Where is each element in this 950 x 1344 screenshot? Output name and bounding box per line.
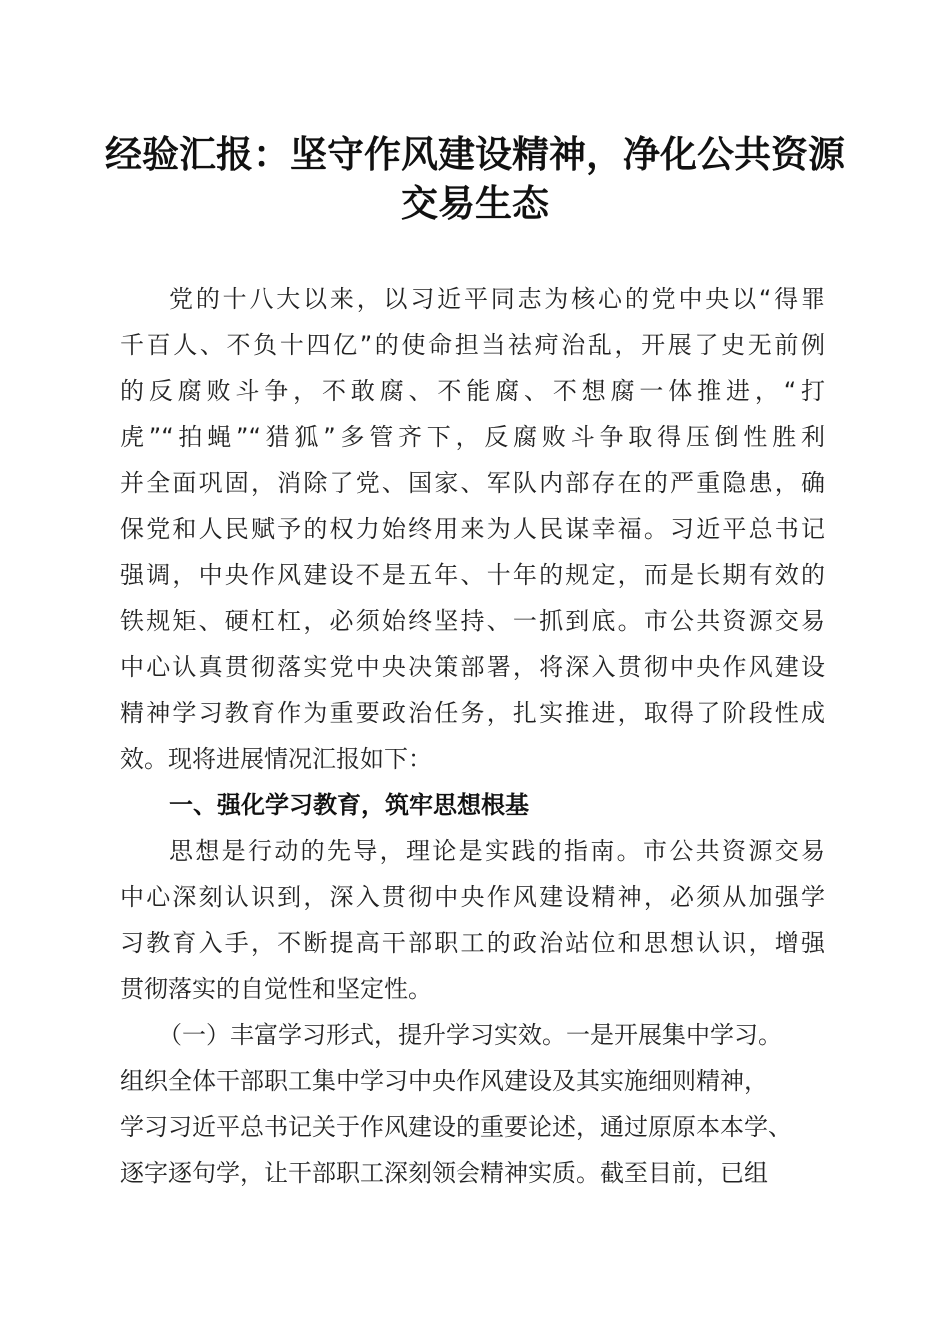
paragraph-2-line: 思想是行动的先导，理论是实践的指南。市公共资源交易 — [169, 837, 825, 865]
paragraph-3-line: 组织全体干部职工集中学习中央作风建设及其实施细则精神， — [120, 1067, 768, 1095]
paragraph-1-line: 保党和人民赋予的权力始终用来为人民谋幸福。习近平总书记 — [120, 515, 825, 543]
paragraph-2-line: 贯彻落实的自觉性和坚定性。 — [120, 975, 432, 1003]
paragraph-3-line: （一）丰富学习形式，提升学习实效。一是开展集中学习。 — [158, 1021, 782, 1049]
paragraph-1-line: 铁规矩、硬杠杠，必须始终坚持、一抓到底。市公共资源交易 — [120, 607, 825, 635]
paragraph-2-line: 中心深刻认识到，深入贯彻中央作风建设精神，必须从加强学 — [120, 883, 825, 911]
paragraph-2-line: 习教育入手，不断提高干部职工的政治站位和思想认识，增强 — [120, 929, 825, 957]
document-body — [120, 276, 825, 1196]
section-heading-1: 一、强化学习教育，筑牢思想根基 — [169, 791, 529, 819]
paragraph-1-line: 千百人、不负十四亿”的使命担当祛疴治乱，开展了史无前例 — [120, 331, 825, 359]
title-line-1: 经验汇报：坚守作风建设精神，净化公共资源 — [105, 132, 845, 176]
paragraph-1-line: 党的十八大以来，以习近平同志为核心的党中央以“得罪 — [169, 285, 825, 313]
paragraph-1-line: 强调，中央作风建设不是五年、十年的规定，而是长期有效的 — [120, 561, 825, 589]
document-title — [100, 130, 850, 228]
paragraph-3-line: 学习习近平总书记关于作风建设的重要论述，通过原原本本学、 — [120, 1113, 792, 1141]
title-line-2: 交易生态 — [401, 181, 549, 225]
paragraph-1-line: 虎”“拍蝇”“猎狐”多管齐下，反腐败斗争取得压倒性胜利 — [120, 423, 825, 451]
paragraph-1-line: 的反腐败斗争，不敢腐、不能腐、不想腐一体推进，“打 — [120, 377, 825, 405]
paragraph-3-line: 逐字逐句学，让干部职工深刻领会精神实质。截至目前，已组 — [120, 1159, 768, 1187]
paragraph-1-line: 并全面巩固，消除了党、国家、军队内部存在的严重隐患，确 — [120, 469, 825, 497]
paragraph-1-line: 中心认真贯彻落实党中央决策部署，将深入贯彻中央作风建设 — [120, 653, 825, 681]
paragraph-1-line: 效。现将进展情况汇报如下： — [120, 745, 432, 773]
paragraph-1-line: 精神学习教育作为重要政治任务，扎实推进，取得了阶段性成 — [120, 699, 825, 727]
